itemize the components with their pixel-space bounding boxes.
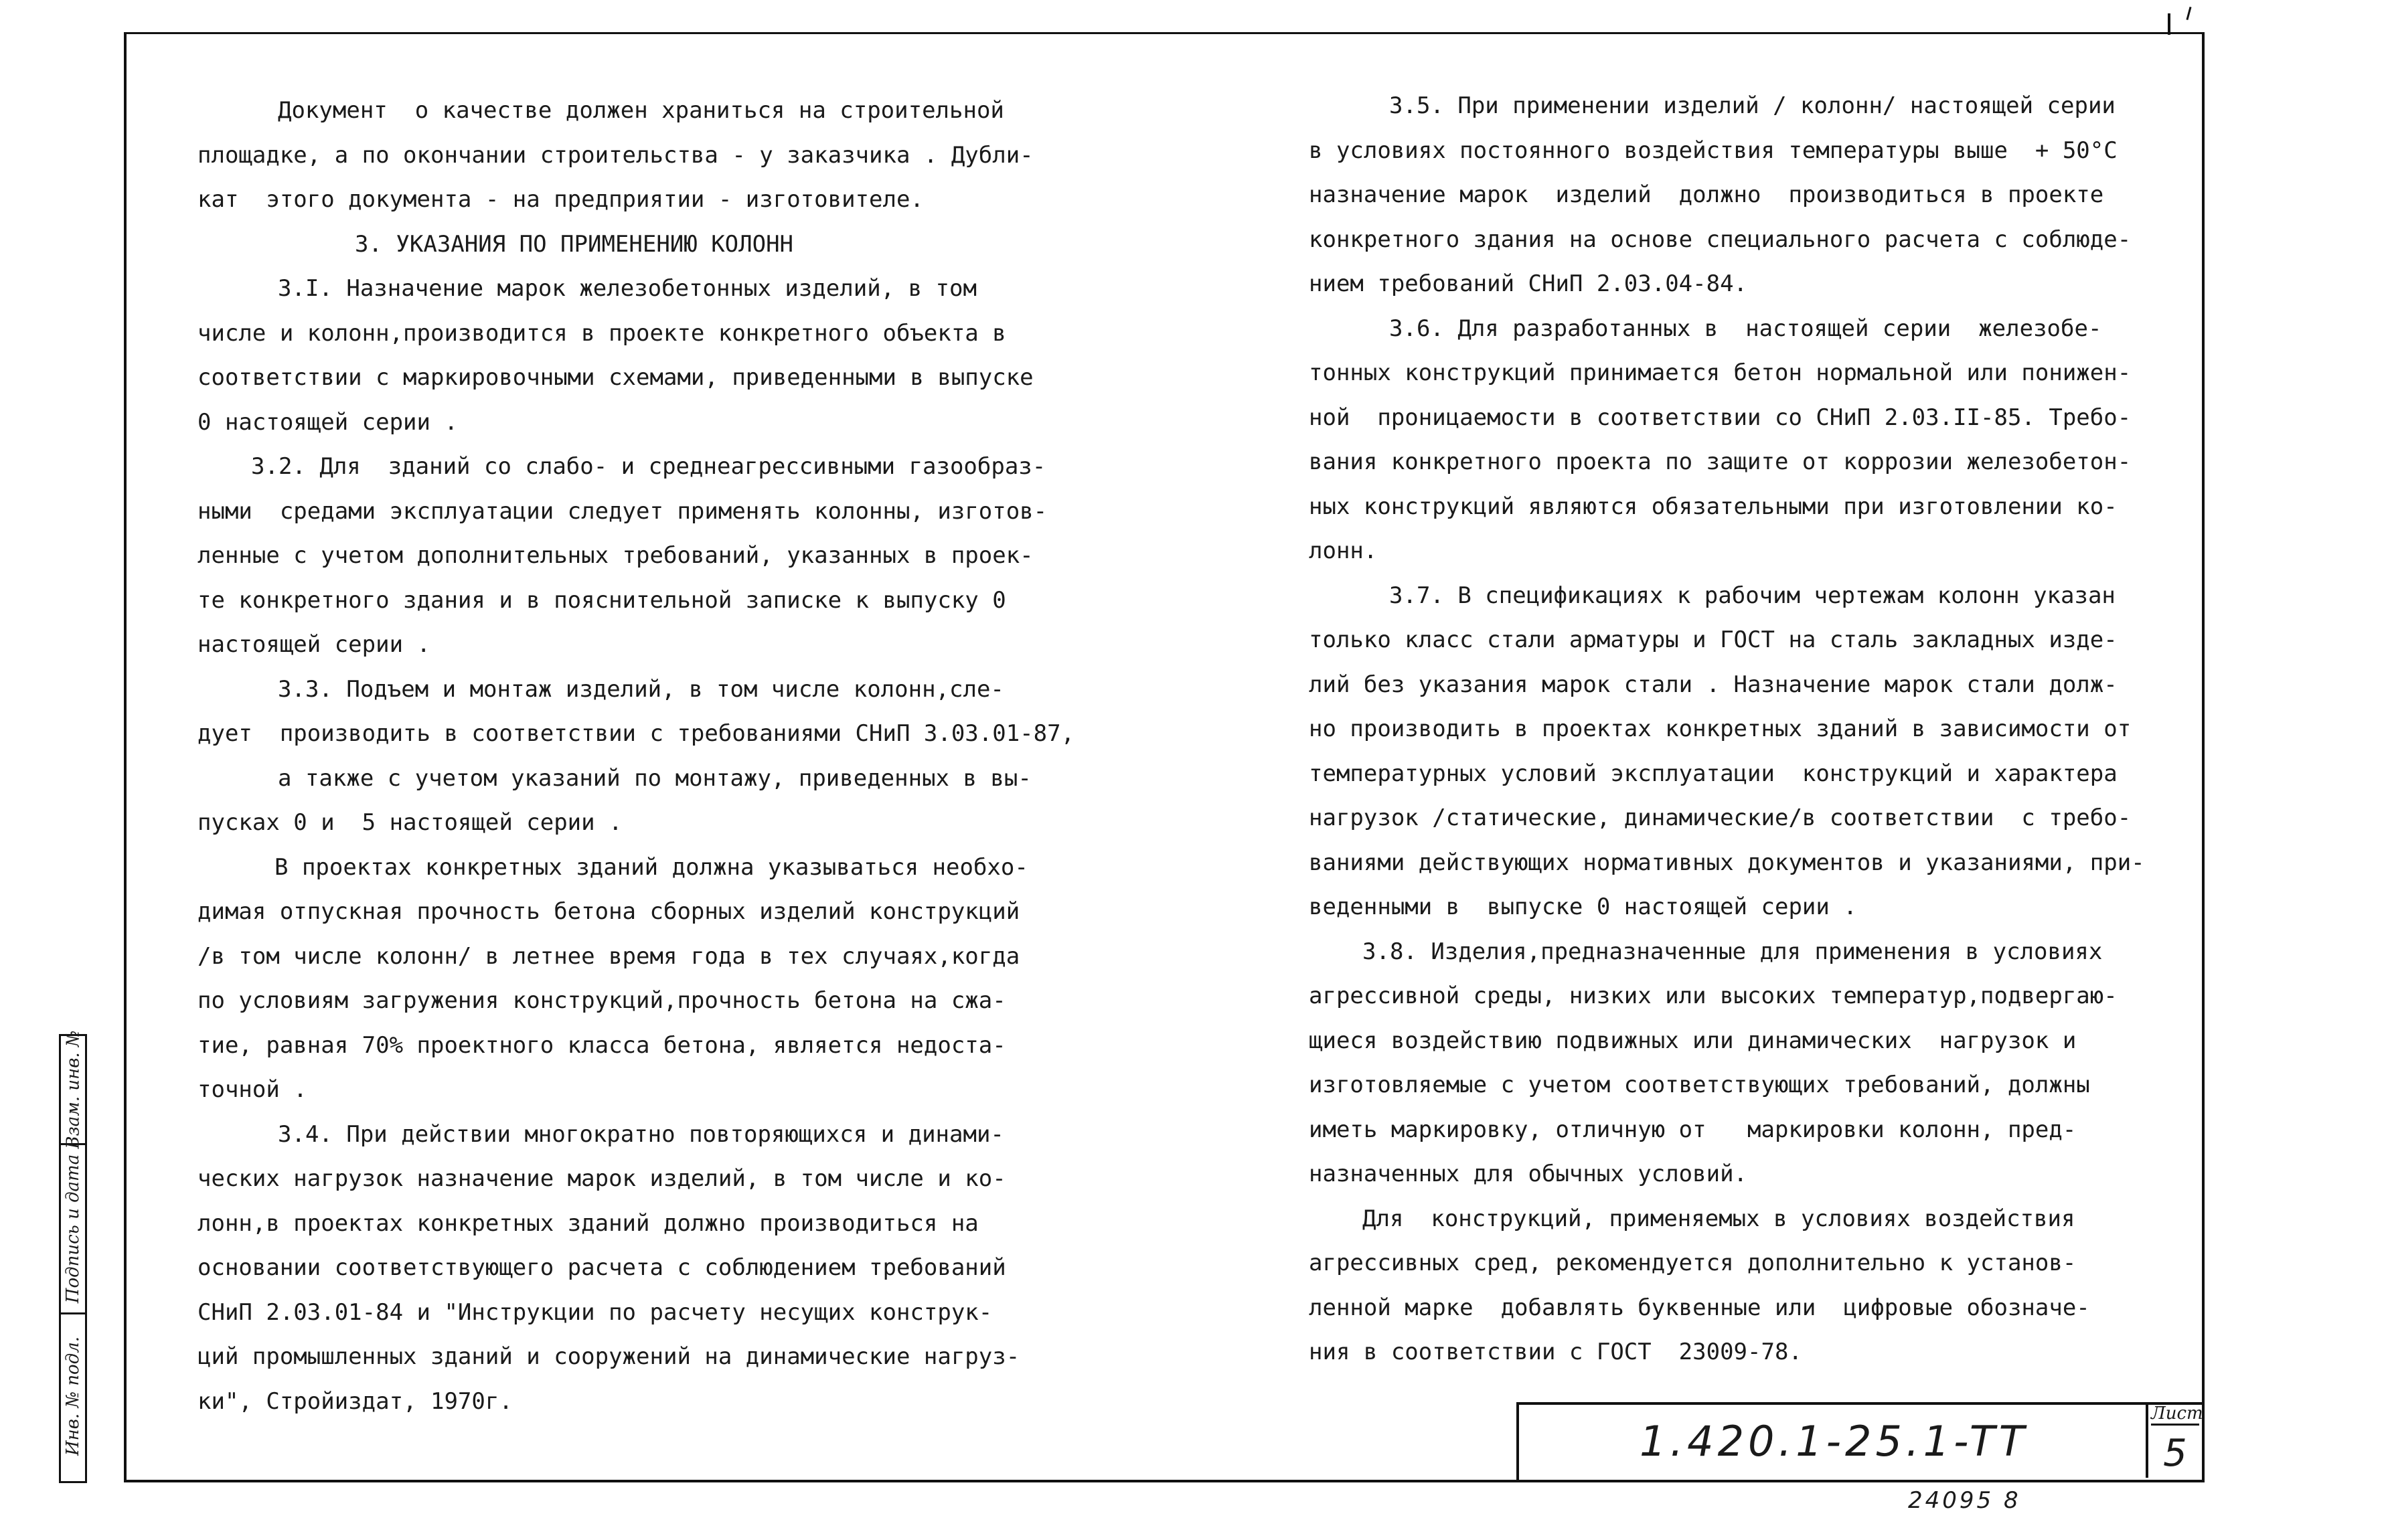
text-line: димая отпускная прочность бетона сборных изделий конструкций [197, 898, 1020, 925]
text-line: кат этого документа - на предприятии - изготовителе. [197, 186, 924, 213]
text-line: 3.2. Для зданий со слабо- и среднеагрессивными газообраз- [251, 453, 1046, 480]
text-line: ных конструкций являются обязательными при изготовлении ко- [1309, 493, 2118, 520]
sheet-number: 5 [2163, 1432, 2187, 1475]
sheet-label: Лист [2151, 1403, 2199, 1426]
text-line: температурных условий эксплуатации конструкций и характера [1309, 760, 2118, 787]
document-code: 1.420.1-25.1-TT [1640, 1417, 2028, 1466]
text-line: ленные с учетом дополнительных требований, указанных в проек- [197, 542, 1034, 569]
text-line: агрессивной среды, низких или высоких температур,подвергаю- [1309, 982, 2118, 1009]
text-line: вания конкретного проекта по защите от коррозии железобетон- [1309, 448, 2132, 475]
text-line: 3.7. В спецификациях к рабочим чертежам колонн указан [1389, 582, 2116, 609]
text-line: веденными в выпуске 0 настоящей серии . [1309, 893, 1857, 920]
right-text-column [1309, 84, 2172, 1375]
text-line: площадке, а по окончании строительства - у заказчика . Дубли- [197, 141, 1034, 169]
corner-mark [2168, 0, 2201, 32]
sheet-number-box [2146, 1402, 2202, 1478]
text-line: 0 настоящей серии . [197, 408, 458, 436]
text-line: 3.I. Назначение марок железобетонных изделий, в том [278, 275, 977, 302]
left-text-column [197, 88, 1095, 1424]
text-line: конкретного здания на основе специального расчета с соблюде- [1309, 226, 2132, 253]
text-line: /в том числе колонн/ в летнее время года в тех случаях,когда [197, 942, 1020, 970]
sidebar-cell-inventory: Инв. № подл. [63, 1336, 83, 1456]
text-line: тие, равная 70% проектного класса бетона, является недоста- [197, 1031, 1006, 1059]
text-line: соответствии с маркировочными схемами, приведенными в выпуске [197, 364, 1034, 391]
text-line: лонн. [1309, 537, 1378, 564]
text-line: основании соответствующего расчета с соблюдением требований [197, 1254, 1006, 1281]
text-line: нагрузок /статические, динамические/в соответствии с требо- [1309, 804, 2132, 831]
title-block-sidebar [59, 1030, 87, 1483]
text-line: изготовляемые с учетом соответствующих требований, должны [1309, 1072, 2090, 1098]
inventory-number: 24095 8 [1908, 1487, 2021, 1514]
text-line: СНиП 2.03.01-84 и "Инструкции по расчету несущих конструк- [197, 1298, 993, 1326]
text-line: лонн,в проектах конкретных зданий должно производиться на [197, 1209, 979, 1237]
sidebar-cell-replacement: Взам. инв. № [61, 1036, 85, 1145]
text-line: ки", Стройиздат, 1970г. [197, 1387, 513, 1415]
text-line: иметь маркировку, отличную от маркировки колонн, пред- [1309, 1116, 2077, 1143]
text-line: ленной марке добавлять буквенные или цифровые обозначе- [1309, 1294, 2090, 1321]
text-line: 3.6. Для разработанных в настоящей серии железобе- [1389, 315, 2102, 342]
text-line: назначение марок изделий должно производиться в проекте [1309, 181, 2104, 208]
text-line: ной проницаемости в соответствии со СНиП 2.03.II-85. Требо- [1309, 404, 2132, 431]
text-line: ций промышленных зданий и сооружений на динамические нагруз- [197, 1343, 1020, 1370]
text-line: ния в соответствии с ГОСТ 23009-78. [1309, 1339, 1802, 1365]
text-line: а также с учетом указаний по монтажу, приведенных в вы- [278, 764, 1032, 792]
text-line: но производить в проектах конкретных зданий в зависимости от [1309, 715, 2132, 742]
text-line: ными средами эксплуатации следует применять колонны, изготов- [197, 497, 1048, 525]
text-line: щиеся воздействию подвижных или динамических нагрузок и [1309, 1027, 2077, 1054]
text-line: 3.3. Подъем и монтаж изделий, в том числе колонн,сле- [278, 675, 1004, 703]
text-line: 3.8. Изделия,предназначенные для применения в условиях [1362, 938, 2103, 965]
sidebar-cell-signature: Подпись и дата [61, 1145, 85, 1314]
text-line: В проектах конкретных зданий должна указываться необхо- [274, 853, 1028, 881]
text-line: 3.5. При применении изделий / колонн/ настоящей серии [1389, 92, 2116, 119]
text-line: назначенных для обычных условий. [1309, 1161, 1748, 1187]
text-line: пусках 0 и 5 настоящей серии . [197, 809, 623, 836]
text-line: ваниями действующих нормативных документов и указаниями, при- [1309, 849, 2145, 876]
text-line: 3.4. При действии многократно повторяющихся и динами- [278, 1120, 1004, 1148]
text-line: 3. УКАЗАНИЯ ПО ПРИМЕНЕНИЮ КОЛОНН [355, 230, 794, 258]
text-line: точной . [197, 1076, 307, 1103]
title-stamp [1516, 1402, 2202, 1480]
text-line: по условиям загружения конструкций,прочность бетона на сжа- [197, 987, 1006, 1014]
text-line: Документ о качестве должен храниться на строительной [278, 97, 1004, 124]
text-line: тонных конструкций принимается бетон нормальной или понижен- [1309, 359, 2132, 386]
text-line: числе и колонн,производится в проекте конкретного объекта в [197, 319, 1006, 347]
text-line: лий без указания марок стали . Назначение марок стали долж- [1309, 671, 2118, 698]
text-line: Для конструкций, применяемых в условиях воздействия [1362, 1205, 2075, 1232]
text-line: только класс стали арматуры и ГОСТ на сталь закладных изде- [1309, 626, 2118, 653]
text-line: дует производить в соответствии с требованиями СНиП 3.03.01-87, [197, 720, 1075, 747]
text-line: агрессивных сред, рекомендуется дополнительно к установ- [1309, 1250, 2077, 1276]
text-line: нием требований СНиП 2.03.04-84. [1309, 270, 1748, 297]
text-line: ческих нагрузок назначение марок изделий, в том числе и ко- [197, 1165, 1006, 1192]
text-line: настоящей серии . [197, 631, 430, 658]
text-line: в условиях постоянного воздействия температуры выше + 50°С [1309, 137, 2118, 164]
text-line: те конкретного здания и в пояснительной записке к выпуску 0 [197, 586, 1006, 614]
